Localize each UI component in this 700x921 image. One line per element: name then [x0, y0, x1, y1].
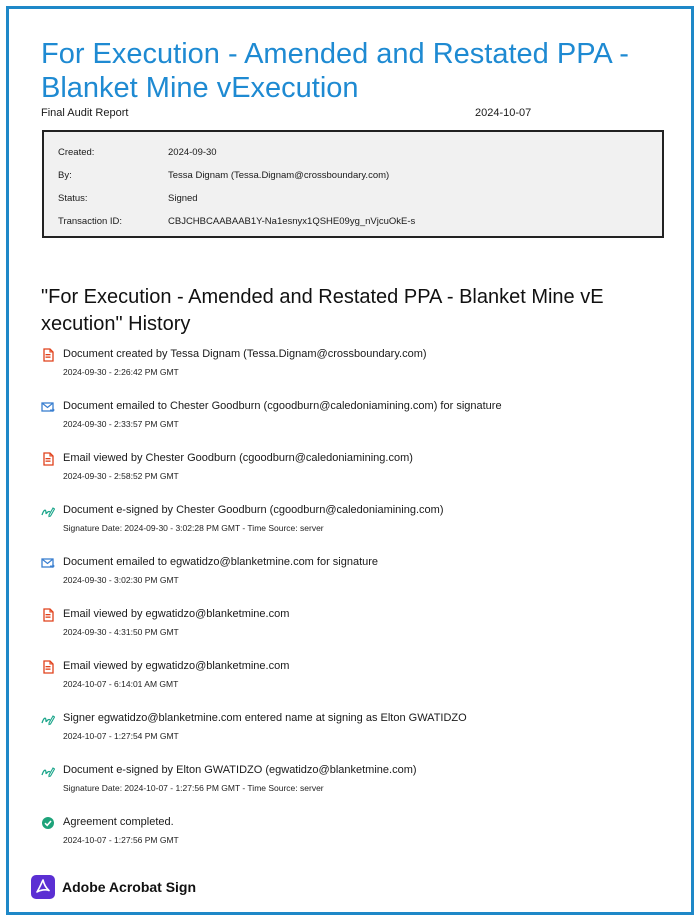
- document-title: For Execution - Amended and Restated PPA - Blanket Mine vExecution: [41, 38, 629, 104]
- event-timestamp: 2024-09-30 - 4:31:50 PM GMT: [63, 627, 179, 637]
- pdf-document-icon: [41, 452, 55, 466]
- pdf-document-icon: [41, 660, 55, 674]
- signature-icon: [41, 712, 55, 726]
- history-event: [41, 711, 661, 751]
- status-label: Status:: [58, 193, 88, 204]
- adobe-acrobat-logo-icon: [31, 875, 55, 899]
- transaction-id-label: Transaction ID:: [58, 216, 123, 227]
- signature-icon: [41, 504, 55, 518]
- report-header-row: [41, 107, 541, 119]
- by-label: By:: [58, 170, 72, 181]
- pdf-document-icon: [41, 348, 55, 362]
- by-value: Tessa Dignam (Tessa.Dignam@crossboundary.com): [168, 170, 390, 181]
- event-timestamp: 2024-09-30 - 2:33:57 PM GMT: [63, 419, 179, 429]
- check-circle-icon: [41, 816, 55, 830]
- event-description: Agreement completed.: [63, 816, 174, 828]
- footer-branding: [31, 875, 281, 899]
- history-event: [41, 451, 661, 491]
- email-icon: [41, 556, 55, 570]
- pdf-document-icon: [41, 608, 55, 622]
- event-description: Document emailed to egwatidzo@blanketmine.com for signature: [63, 556, 379, 568]
- footer-brand-name: Adobe Acrobat Sign: [62, 879, 197, 895]
- history-event: [41, 503, 661, 543]
- email-icon: [41, 400, 55, 414]
- event-description: Email viewed by egwatidzo@blanketmine.com: [63, 608, 290, 620]
- event-timestamp: Signature Date: 2024-09-30 - 3:02:28 PM GMT - Time Source: server: [63, 523, 324, 533]
- event-timestamp: Signature Date: 2024-10-07 - 1:27:56 PM GMT - Time Source: server: [63, 783, 324, 793]
- event-timestamp: 2024-09-30 - 2:58:52 PM GMT: [63, 471, 179, 481]
- document-info-box: [42, 130, 664, 238]
- created-value: 2024-09-30: [168, 147, 217, 158]
- event-description: Signer egwatidzo@blanketmine.com entered name at signing as Elton GWATIDZO: [63, 712, 467, 724]
- history-title: "For Execution - Amended and Restated PPA - Blanket Mine vE xecution" History: [41, 286, 604, 335]
- history-event: [41, 347, 661, 387]
- history-event: [41, 659, 661, 699]
- signature-icon: [41, 764, 55, 778]
- history-event: [41, 607, 661, 647]
- event-description: Document emailed to Chester Goodburn (cgoodburn@caledoniamining.com) for signature: [63, 400, 502, 412]
- event-timestamp: 2024-09-30 - 3:02:30 PM GMT: [63, 575, 179, 585]
- event-description: Document created by Tessa Dignam (Tessa.Dignam@crossboundary.com): [63, 348, 427, 360]
- event-description: Email viewed by Chester Goodburn (cgoodburn@caledoniamining.com): [63, 452, 413, 464]
- audit-report-page: [6, 6, 694, 915]
- created-label: Created:: [58, 147, 95, 158]
- event-timestamp: 2024-10-07 - 1:27:56 PM GMT: [63, 835, 179, 845]
- status-value: Signed: [168, 193, 198, 204]
- event-timestamp: 2024-09-30 - 2:26:42 PM GMT: [63, 367, 179, 377]
- history-event: [41, 815, 661, 855]
- event-description: Document e-signed by Elton GWATIDZO (egwatidzo@blanketmine.com): [63, 764, 417, 776]
- history-event: [41, 399, 661, 439]
- event-timestamp: 2024-10-07 - 6:14:01 AM GMT: [63, 679, 179, 689]
- transaction-id-value: CBJCHBCAABAAB1Y-Na1esnyx1QSHE09yg_nVjcuOkE-s: [168, 216, 416, 227]
- event-description: Email viewed by egwatidzo@blanketmine.com: [63, 660, 290, 672]
- report-label: Final Audit Report: [41, 107, 129, 119]
- history-event: [41, 555, 661, 595]
- event-timestamp: 2024-10-07 - 1:27:54 PM GMT: [63, 731, 179, 741]
- report-date: 2024-10-07: [475, 107, 532, 119]
- history-event: [41, 763, 661, 803]
- event-description: Document e-signed by Chester Goodburn (cgoodburn@caledoniamining.com): [63, 504, 444, 516]
